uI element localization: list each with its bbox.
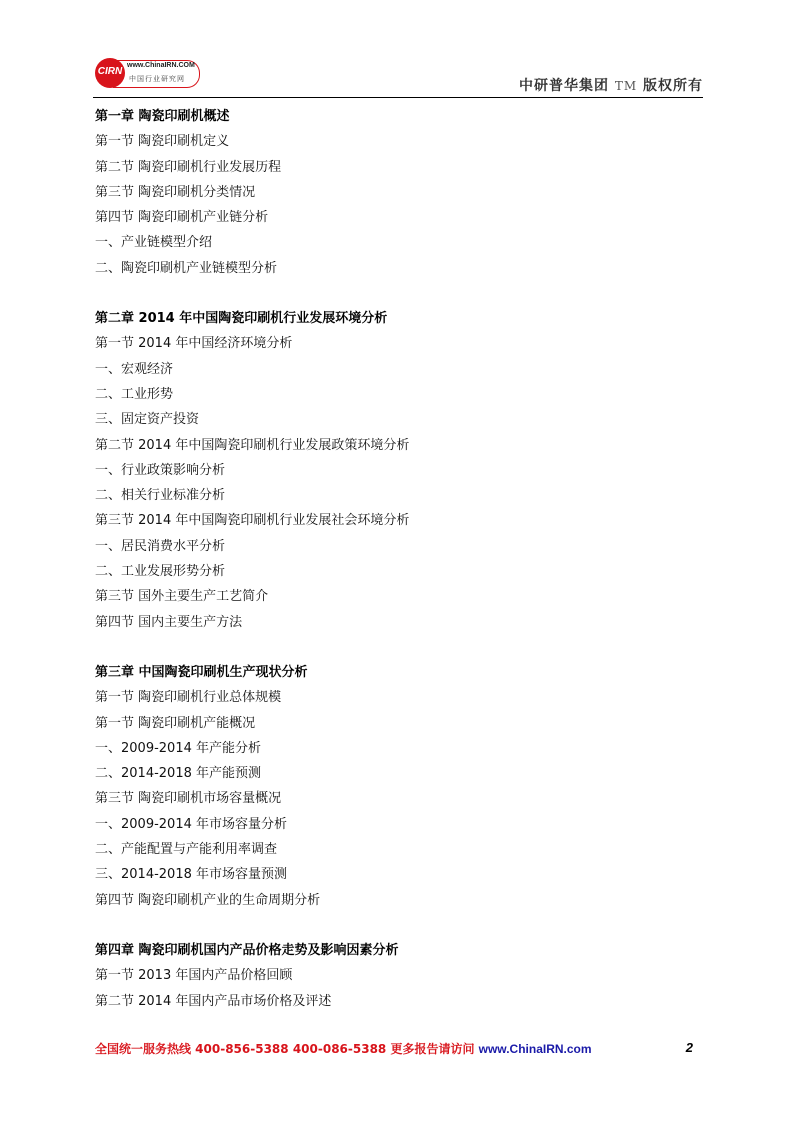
copyright-label: 版权所有 (643, 78, 703, 94)
toc-entry: 二、陶瓷印刷机产业链模型分析 (95, 260, 278, 276)
header-divider (93, 97, 703, 98)
toc-entry: 一、2009-2014 年市场容量分析 (95, 816, 287, 832)
toc-entry: 一、2009-2014 年产能分析 (95, 740, 261, 756)
toc-entry: 二、相关行业标准分析 (95, 488, 226, 504)
table-of-contents (95, 104, 695, 1014)
company-name: 中研普华集团 (518, 78, 609, 94)
section-gap (95, 913, 695, 938)
toc-entry: 一、宏观经济 (95, 361, 174, 377)
page-footer (95, 1040, 695, 1058)
toc-entry: 第一节 2014 年中国经济环境分析 (95, 336, 293, 352)
toc-entry: 第三节 国外主要生产工艺简介 (95, 589, 269, 605)
footer-hotline: 全国统一服务热线 400-856-5388 400-086-5388 (95, 1042, 387, 1056)
toc-entry: 二、产能配置与产能利用率调查 (95, 842, 278, 858)
toc-entry: 三、固定资产投资 (95, 412, 200, 428)
toc-entry: 第四节 国内主要生产方法 (95, 614, 243, 630)
company-logo (93, 57, 201, 89)
toc-chapter-heading: 第四章 陶瓷印刷机国内产品价格走势及影响因素分析 (95, 942, 399, 958)
toc-entry: 一、居民消费水平分析 (95, 538, 226, 554)
toc-entry: 第三节 陶瓷印刷机分类情况 (95, 184, 256, 200)
toc-entry: 二、工业发展形势分析 (95, 564, 226, 580)
toc-entry: 第三节 陶瓷印刷机市场容量概况 (95, 791, 282, 807)
trademark-symbol: TM (614, 79, 638, 93)
toc-entry: 第四节 陶瓷印刷机产业链分析 (95, 210, 269, 226)
section-gap (95, 635, 695, 660)
toc-entry: 第一节 陶瓷印刷机行业总体规模 (95, 690, 282, 706)
toc-entry: 第四节 陶瓷印刷机产业的生命周期分析 (95, 892, 321, 908)
logo-circle-text: CIRN (97, 66, 123, 77)
logo-url-text: www.ChinaIRN.COM (127, 62, 195, 69)
toc-chapter-heading: 第三章 中国陶瓷印刷机生产现状分析 (95, 664, 308, 680)
toc-entry: 二、2014-2018 年产能预测 (95, 766, 261, 782)
logo-chinese-text: 中国行业研究网 (129, 75, 185, 83)
toc-entry: 第二节 2014 年中国陶瓷印刷机行业发展政策环境分析 (95, 437, 410, 453)
toc-entry: 二、工业形势 (95, 386, 174, 402)
toc-entry: 第三节 2014 年中国陶瓷印刷机行业发展社会环境分析 (95, 513, 410, 529)
toc-entry: 第二节 2014 年国内产品市场价格及评述 (95, 993, 332, 1009)
footer-website-link[interactable]: www.ChinaIRN.com (478, 1042, 592, 1056)
section-gap (95, 281, 695, 306)
toc-entry: 三、2014-2018 年市场容量预测 (95, 867, 287, 883)
page-number: 2 (685, 1040, 693, 1055)
footer-more-reports: 更多报告请访问 (386, 1042, 479, 1056)
toc-entry: 第一节 2013 年国内产品价格回顾 (95, 968, 293, 984)
toc-entry: 一、行业政策影响分析 (95, 462, 226, 478)
toc-entry: 第二节 陶瓷印刷机行业发展历程 (95, 159, 282, 175)
copyright-notice (519, 75, 703, 95)
page-header (93, 55, 703, 95)
toc-entry: 第一节 陶瓷印刷机定义 (95, 134, 230, 150)
toc-entry: 第一节 陶瓷印刷机产能概况 (95, 715, 256, 731)
toc-entry: 一、产业链模型介绍 (95, 235, 213, 251)
toc-chapter-heading: 第二章 2014 年中国陶瓷印刷机行业发展环境分析 (95, 311, 388, 327)
toc-chapter-heading: 第一章 陶瓷印刷机概述 (95, 109, 230, 124)
